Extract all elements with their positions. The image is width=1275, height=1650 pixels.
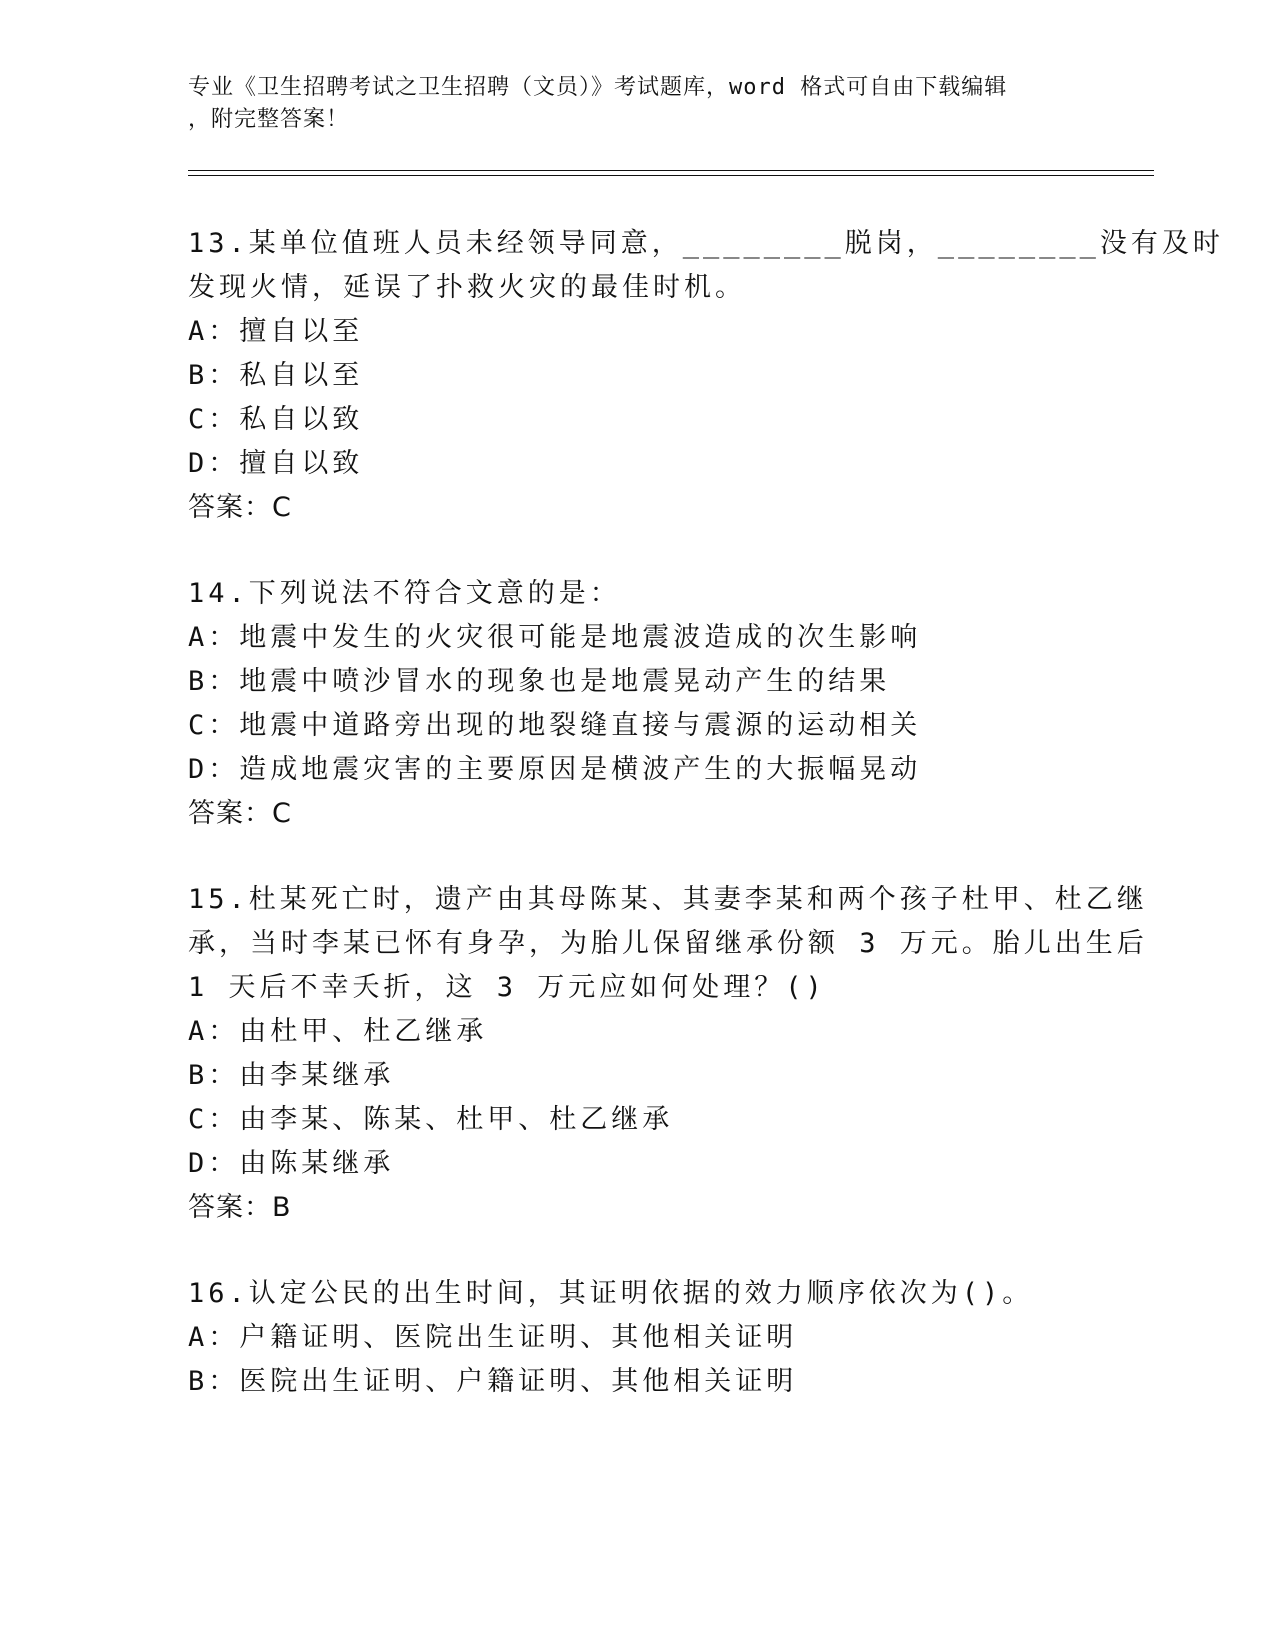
header-divider-top [188,170,1154,171]
answer-label: 答案：C [188,798,292,829]
question-stem-line: 16.认定公民的出生时间，其证明依据的效力顺序依次为()。 [188,1278,1034,1309]
option-a: A：地震中发生的火灾很可能是地震波造成的次生影响 [188,622,922,653]
option-b: B：由李某继承 [188,1060,395,1091]
header-divider-bottom [188,175,1154,176]
answer-label: 答案：B [188,1192,292,1223]
question-stem-line: 15.杜某死亡时，遗产由其母陈某、其妻李某和两个孩子杜甲、杜乙继 [188,884,1148,915]
option-d: D：擅自以致 [188,448,364,479]
option-c: C：由李某、陈某、杜甲、杜乙继承 [188,1104,674,1135]
option-a: A：擅自以至 [188,316,364,347]
question-stem-line: 14.下列说法不符合文意的是： [188,578,621,609]
question-stem-line: 发现火情，延误了扑救火灾的最佳时机。 [188,272,746,303]
option-b: B：私自以至 [188,360,364,391]
question-stem-line: 13.某单位值班人员未经领导同意，________脱岗，________没有及时 [188,228,1224,259]
option-b: B：地震中喷沙冒水的现象也是地震晃动产生的结果 [188,666,891,697]
question-stem-line: 承，当时李某已怀有身孕，为胎儿保留继承份额 3 万元。胎儿出生后 [188,928,1148,959]
document-header-line-2: ，附完整答案！ [188,107,350,132]
option-b: B：医院出生证明、户籍证明、其他相关证明 [188,1366,798,1397]
option-a: A：由杜甲、杜乙继承 [188,1016,488,1047]
option-d: D：造成地震灾害的主要原因是横波产生的大振幅晃动 [188,754,922,785]
option-a: A：户籍证明、医院出生证明、其他相关证明 [188,1322,798,1353]
answer-label: 答案：C [188,492,292,523]
option-c: C：地震中道路旁出现的地裂缝直接与震源的运动相关 [188,710,922,741]
question-stem-line: 1 天后不幸夭折，这 3 万元应如何处理？() [188,972,826,1003]
document-header-line-1: 专业《卫生招聘考试之卫生招聘（文员）》考试题库，word 格式可自由下载编辑 [188,75,1008,100]
option-c: C：私自以致 [188,404,364,435]
option-d: D：由陈某继承 [188,1148,395,1179]
